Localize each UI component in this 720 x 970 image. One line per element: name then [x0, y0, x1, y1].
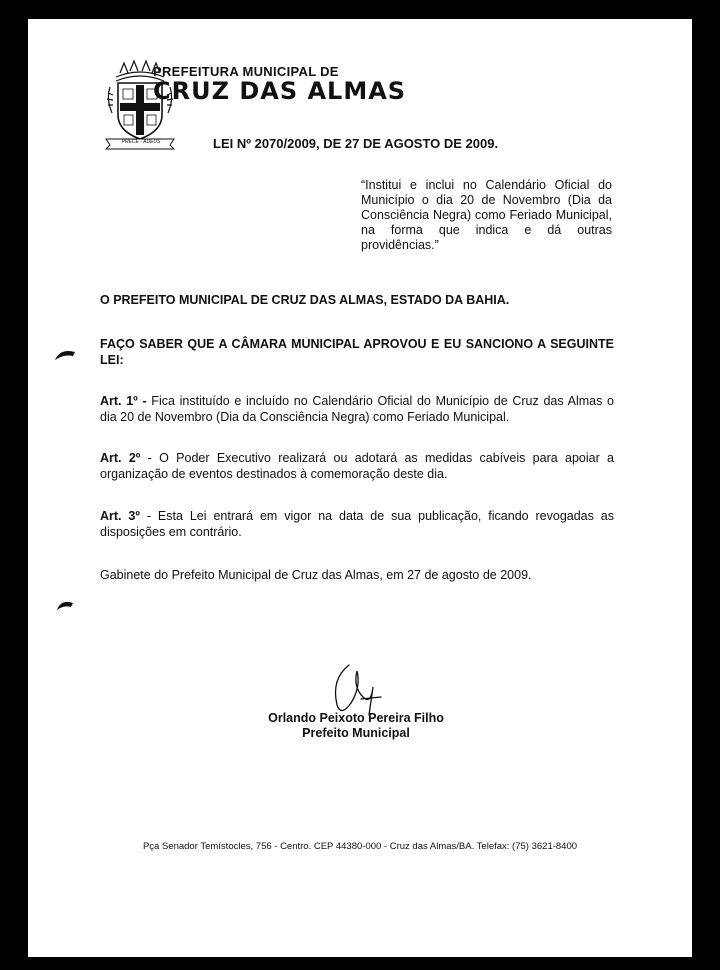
law-ementa: “Institui e inclui no Calendário Oficial do Município o dia 20 de Novembro (Dia da Consciência Negra) como Feriado Municipal, na forma que indica e dá outras providências.”: [361, 178, 612, 252]
enactment-clause: FAÇO SABER QUE A CÂMARA MUNICIPAL APROVOU E EU SANCIONO A SEGUINTE LEI:: [100, 337, 614, 367]
article-3-label: Art. 3º: [100, 509, 140, 523]
article-2-text: - O Poder Executivo realizará ou adotará as medidas cabíveis para apoiar a organização de eventos destinados à comemoração deste dia.: [100, 451, 614, 481]
article-2: [100, 450, 614, 482]
article-2-label: Art. 2º: [100, 451, 141, 465]
closing-line: Gabinete do Prefeito Municipal de Cruz das Almas, em 27 de agosto de 2009.: [100, 568, 532, 582]
org-line: PREFEITURA MUNICIPAL DE: [153, 64, 339, 79]
city-name: CRUZ DAS ALMAS: [153, 77, 407, 105]
preamble: O PREFEITO MUNICIPAL DE CRUZ DAS ALMAS, ESTADO DA BAHIA.: [100, 293, 510, 307]
article-1-label: Art. 1º -: [100, 394, 147, 408]
article-1: [100, 393, 614, 425]
crest-motto: PRECE · ADEUS: [121, 139, 161, 145]
article-3: [100, 508, 614, 540]
signatory-role: Prefeito Municipal: [302, 726, 410, 740]
law-title: LEI Nº 2070/2009, DE 27 DE AGOSTO DE 2009.: [213, 136, 499, 151]
document-page: [28, 19, 692, 957]
punch-mark-icon: [56, 598, 74, 612]
footer-address: Pça Senador Temístocles, 756 - Centro. CEP 44380-000 - Cruz das Almas/BA. Telefax: (75) 3621-8400: [142, 841, 578, 852]
article-1-text: Fica instituído e incluído no Calendário Oficial do Município de Cruz das Almas o dia 20 de Novembro (Dia da Consciência Negra) como Feriado Municipal.: [100, 394, 614, 424]
article-3-text: - Esta Lei entrará em vigor na data de sua publicação, ficando revogadas as disposições em contrário.: [100, 509, 614, 539]
signatory-name: Orlando Peixoto Pereira Filho: [268, 711, 444, 725]
punch-mark-icon: [54, 346, 76, 362]
